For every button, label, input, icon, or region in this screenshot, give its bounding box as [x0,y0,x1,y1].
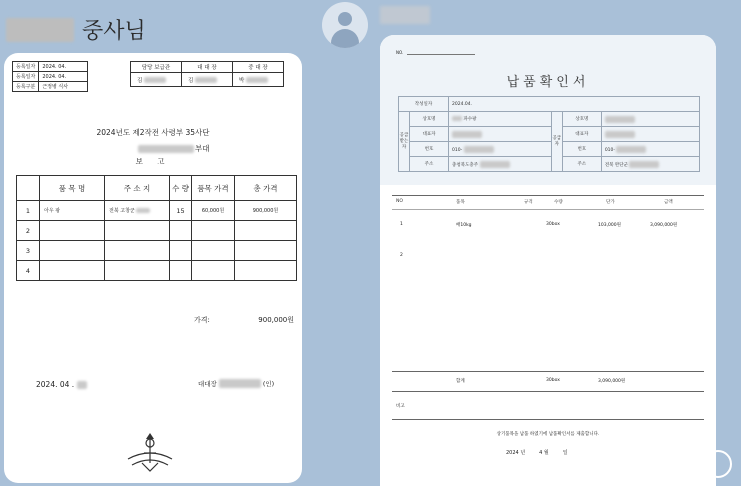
report-date [36,380,87,389]
item-total: 900,000원 [235,201,297,221]
meta-label: 등록구분 [13,82,39,92]
commander-label: 대대장 [198,380,217,388]
sum-top-rule [392,371,704,372]
column-header: 수량 [554,200,563,205]
item-unit-price [192,221,235,241]
total-amount: 3,090,000원 [598,379,626,384]
avatar-icon-body [331,29,359,48]
left-field-value [449,142,552,157]
report-image[interactable] [4,53,302,483]
item-name [40,241,105,261]
item-qty: 30box [546,222,560,227]
report-date-text: 2024. 04 . [36,380,75,389]
sign-header: 담당 보급관 [131,62,182,73]
approval-sign-table [130,61,284,87]
commander-name-redacted [219,379,261,388]
unit-redacted [138,145,194,153]
total-label: 합계 [456,379,465,384]
item-name [40,261,105,281]
row-no: 4 [17,261,40,281]
table-row [17,241,297,261]
delivery-title: 납품확인서 [506,75,590,90]
avatar-icon-head [338,12,352,26]
sum-bottom-rule [392,391,704,392]
item-no: 2 [400,253,403,258]
left-field-label: 주소 [410,157,449,172]
table-row [17,221,297,241]
item-address-text: 전북 고창군 [109,208,135,214]
item-total [235,261,297,281]
sender-name-redacted [6,18,74,42]
column-header: 품목 가격 [192,176,235,201]
row-no: 1 [17,201,40,221]
meta-value: 2024. 04. [39,62,88,72]
report-heading: 보 고 [135,157,171,166]
note-label: 비고 [396,404,405,409]
note-bottom-rule [392,419,704,420]
meta-label: 등록일자 [13,62,39,72]
commander-signature [198,379,274,388]
column-header: 수 량 [170,176,192,201]
provider-side-label: 공급자 [551,112,562,172]
sender-name: 중사님 [82,19,146,44]
right-field-label: 상호명 [562,112,601,127]
chat-sender-left [6,14,146,45]
meta-value: 2024. 04. [39,72,88,82]
item-address [105,201,170,221]
sender-name-redacted-right [380,6,430,24]
item-no: 1 [400,222,403,227]
table-row [17,201,297,221]
unit-suffix: 부대 [195,144,210,153]
left-field-text: 파수팡 [463,117,477,122]
price-value: 900,000원 [258,316,294,324]
delivery-notice: 상기품목을 납품 하였기에 납품확인서를 제출합니다. [496,432,600,437]
item-qty [170,221,192,241]
left-field-value [449,157,552,172]
supplier-side-label: 공급받는자 [399,112,410,172]
right-field-label: 주소 [562,157,601,172]
item-qty [170,241,192,261]
price-summary [194,315,294,325]
item-qty: 15 [170,201,192,221]
sign-cell [131,73,182,87]
row-no: 3 [17,241,40,261]
right-field-value [601,142,699,157]
document-number-label: NO. [396,50,404,55]
meta-value: 근정병 식사 [39,82,88,92]
table-row [17,261,297,281]
right-field-value [601,127,699,142]
sign-value: 김 [188,77,194,84]
report-items-table [16,175,297,281]
column-header: 금액 [664,200,673,205]
left-field-text: 충청북도충주 [452,162,479,168]
report-unit [138,143,210,154]
watermark-text: news1 [596,448,697,481]
item-name: 배10kg [456,223,472,228]
sign-value: 박 [239,77,245,84]
left-field-text: 010- [452,147,463,153]
item-total [235,241,297,261]
written-date-label: 작성일자 [399,97,449,112]
column-header: 단가 [606,200,615,205]
meta-label: 등록일자 [13,72,39,82]
row-no: 2 [17,221,40,241]
right-field-text: 010- [604,147,616,153]
item-unit-price [192,241,235,261]
item-address [105,261,170,281]
report-title: 2024년도 제2작전 사령부 35사단 [96,128,210,137]
item-name [40,221,105,241]
date-year: 2024 년 [506,450,526,456]
delivery-date [506,449,568,456]
left-field-value [449,112,552,127]
army-emblem-icon [124,433,176,473]
column-header: 품 목 명 [40,176,105,201]
table-row [396,253,403,258]
item-amount: 3,090,000원 [650,223,678,228]
right-field-value [601,157,699,172]
sign-cell [233,73,284,87]
item-qty [170,261,192,281]
date-redacted [77,381,87,389]
left-field-label: 번호 [410,142,449,157]
total-qty: 30box [546,378,560,383]
right-field-text: 전북 완단군 [604,162,628,168]
seal-mark: (인) [262,380,275,388]
avatar[interactable] [322,2,368,48]
written-date-value: 2024.04. [449,97,700,112]
right-field-label: 번호 [562,142,601,157]
sign-cell [182,73,233,87]
left-field-label: 대표자 [410,127,449,142]
column-header: 주 소 지 [105,176,170,201]
party-info-table [398,96,700,172]
registration-meta-table [12,61,88,92]
sign-value: 김 [137,77,143,84]
item-address [105,241,170,261]
column-header: 품목 [456,200,465,205]
right-field-label: 대표자 [562,127,601,142]
left-field-value [449,127,552,142]
item-unit-price [192,261,235,281]
news1-watermark-logo [594,444,734,484]
price-label: 가격: [194,316,210,324]
item-name: 아우 팡 [40,201,105,221]
document-number [396,48,475,55]
left-field-label: 상호명 [410,112,449,127]
item-unit-price: 60,000원 [192,201,235,221]
sign-header: 중 대 장 [233,62,284,73]
column-header-no [17,176,40,201]
date-day: 일 [562,450,568,456]
item-address [105,221,170,241]
column-header: 총 가격 [235,176,297,201]
column-header: 규격 [524,200,533,205]
column-header: NO [396,199,403,204]
item-unit-price: 103,000원 [598,223,621,228]
date-month: 4 월 [539,450,549,456]
item-total [235,221,297,241]
header-rule [392,209,704,210]
delivery-confirmation-image[interactable] [380,35,716,486]
sign-header: 대 대 장 [182,62,233,73]
right-field-value [601,112,699,127]
table-top-rule [392,195,704,196]
